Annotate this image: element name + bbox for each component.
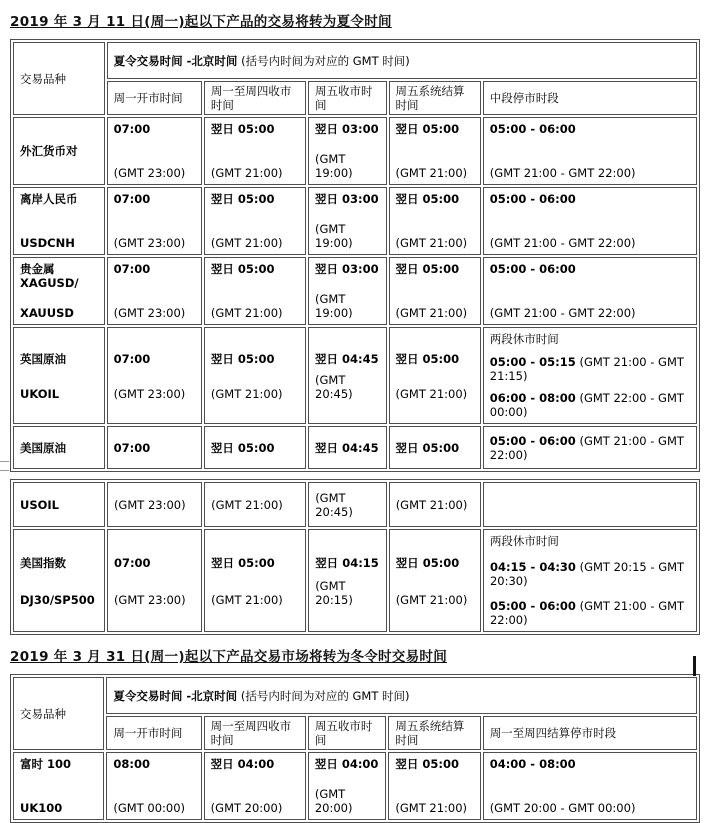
col-header-settle-fri: [389, 81, 481, 115]
settle-fri-cell: [389, 482, 481, 527]
halt-range-1: [490, 560, 690, 588]
halt-cell: [483, 752, 697, 820]
settle-fri-cell: [389, 426, 481, 469]
banner-text: [113, 689, 690, 703]
beijing-time: 翌日 05:00: [395, 262, 460, 276]
product-header-label: 交易品种: [20, 71, 66, 86]
beijing-time: 翌日 03:00: [315, 122, 379, 136]
table-split-marker-top: [0, 461, 9, 462]
halt-cell: [483, 187, 697, 255]
close-fri-cell: [308, 426, 387, 469]
product-code: UK100: [20, 801, 63, 815]
settle-fri-cell: [389, 257, 481, 325]
gmt-time: (GMT 20:15 - GMT 20:30): [489, 559, 685, 588]
banner-row: [13, 677, 697, 714]
gmt-time: (GMT 21:00): [210, 236, 283, 250]
col-header-open: [106, 716, 201, 750]
gmt-time: (GMT 22:00 - GMT 00:00): [489, 391, 684, 419]
product-cell: [13, 257, 105, 325]
product-code: DJ30/SP500: [20, 593, 95, 607]
col-header-close-fri: [308, 81, 387, 115]
row-precious-metals: [13, 257, 697, 325]
summer-schedule-table: [10, 39, 700, 472]
col-header-settle-fri: [388, 716, 480, 750]
beijing-time: 翌日 05:00: [210, 440, 275, 455]
product-cell: [13, 327, 105, 424]
beijing-time: 翌日 05:00: [210, 262, 275, 276]
close-mon-thu-cell: [204, 327, 306, 424]
gmt-time: (GMT 23:00): [113, 236, 186, 250]
product-code: USDCNH: [20, 236, 75, 250]
gmt-time: (GMT 23:00): [113, 497, 186, 512]
beijing-time: 05:00 - 06:00: [489, 262, 576, 276]
text-cursor-artifact: [693, 656, 696, 676]
col-header-mid-halt: [483, 81, 697, 115]
gmt-time: (GMT 21:00): [210, 166, 283, 180]
gmt-time: (GMT 21:00): [395, 497, 468, 512]
col-header-label: 周一开市时间: [113, 91, 183, 105]
settle-fri-cell: [389, 327, 481, 424]
beijing-time: 07:00: [113, 262, 151, 276]
gmt-time: (GMT 20:45): [315, 490, 353, 519]
beijing-time: 07:00: [113, 192, 151, 206]
heading-summer-time: 2019 年 3 月 11 日(周一)起以下产品的交易将转为夏令时间: [10, 14, 392, 30]
gmt-time: (GMT 23:00): [113, 166, 186, 180]
close-fri-cell: [308, 327, 387, 424]
row-usdcnh: [13, 187, 697, 255]
close-mon-thu-cell: [204, 482, 306, 527]
row-us-indices: [13, 529, 697, 632]
beijing-time: 翌日 05:00: [210, 192, 275, 206]
halt-cell-empty: [483, 482, 697, 527]
product-code: XAUUSD: [20, 306, 74, 320]
col-header-close-fri: [308, 716, 387, 750]
beijing-time: 05:00 - 06:00: [489, 599, 576, 613]
gmt-time: (GMT 20:15): [315, 579, 353, 607]
heading-winter-time: 2019 年 3 月 31 日(周一)起以下产品交易市场将转为冬令时交易时间: [10, 649, 447, 665]
product-cell: [13, 426, 105, 469]
product-column-header: [13, 677, 104, 750]
gmt-time: (GMT 19:00): [315, 152, 353, 180]
product-cell: [13, 529, 105, 632]
halt-cell: [483, 426, 697, 469]
close-mon-thu-cell: [204, 752, 306, 820]
banner-bold-text: 夏令交易时间 -北京时间: [113, 53, 238, 68]
beijing-time: 翌日 04:00: [210, 757, 275, 771]
beijing-time: 翌日 04:00: [314, 757, 379, 771]
settle-fri-cell: [388, 752, 480, 820]
product-header-label: 交易品种: [20, 706, 66, 721]
halt-cell: [483, 257, 697, 325]
table-split-marker-bottom: [0, 470, 9, 471]
open-cell: [106, 752, 201, 820]
open-cell: [107, 187, 202, 255]
beijing-time: 翌日 05:00: [210, 352, 275, 366]
gmt-time: (GMT 21:00): [395, 593, 468, 607]
beijing-time: 翌日 04:45: [315, 440, 379, 455]
product-name: 外汇货币对: [20, 144, 78, 158]
product-column-header: [13, 42, 105, 115]
gmt-time: (GMT 21:00): [395, 236, 468, 250]
gmt-time: (GMT 21:00): [395, 306, 468, 320]
halt-title: 两段休市时间: [489, 534, 559, 548]
halt-cell: [483, 327, 697, 424]
winter-schedule-table: [10, 674, 700, 823]
banner-cell: [106, 677, 697, 714]
close-mon-thu-cell: [204, 426, 306, 469]
gmt-time: (GMT 21:00): [210, 387, 283, 401]
product-name: 富时 100: [20, 757, 72, 771]
halt-title: 两段休市时间: [489, 332, 559, 346]
gmt-time: (GMT 20:45): [315, 373, 353, 401]
product-code: UKOIL: [20, 387, 60, 401]
settle-fri-cell: [389, 529, 481, 632]
product-name: 离岸人民币: [20, 192, 78, 206]
product-code: USOIL: [20, 497, 60, 512]
col-header-label: 周五收市时间: [315, 84, 373, 112]
row-fx-pairs: [13, 117, 697, 185]
close-mon-thu-cell: [204, 529, 306, 632]
close-mon-thu-cell: [204, 117, 306, 185]
gmt-time: (GMT 21:00): [395, 387, 468, 401]
banner-bold-text: 夏令交易时间 -北京时间: [113, 688, 238, 703]
beijing-time: 翌日 03:00: [315, 192, 379, 206]
col-header-label: 周五收市时间: [314, 719, 373, 747]
gmt-time: (GMT 20:00 - GMT 00:00): [489, 801, 636, 815]
product-cell: [13, 187, 105, 255]
beijing-time: 08:00: [113, 757, 151, 771]
beijing-time: 04:00 - 08:00: [489, 757, 576, 771]
close-fri-cell: [308, 117, 387, 185]
col-header-label: 中段停市时段: [489, 91, 559, 105]
beijing-time: 07:00: [113, 440, 151, 455]
halt-cell: [483, 117, 697, 185]
banner-normal-text: (括号内时间为对应的 GMT 时间): [237, 53, 410, 68]
col-header-settle-halt: [483, 716, 697, 750]
gmt-time: (GMT 21:00 - GMT 22:00): [489, 306, 636, 320]
halt-range: [490, 434, 690, 462]
column-header-row: [13, 716, 697, 750]
halt-range-2: [490, 391, 690, 419]
close-fri-cell: [308, 482, 387, 527]
banner-text: [114, 54, 690, 68]
beijing-time: 翌日 05:00: [395, 122, 460, 136]
gmt-time: (GMT 21:00 - GMT 22:00): [489, 166, 636, 180]
col-header-label: 周一至周四结算停市时段: [489, 726, 617, 740]
gmt-time: (GMT 23:00): [113, 306, 186, 320]
close-mon-thu-cell: [204, 257, 306, 325]
beijing-time: 04:15 - 04:30: [489, 559, 576, 574]
open-cell: [107, 257, 202, 325]
banner-row: [13, 42, 697, 79]
gmt-time: (GMT 00:00): [113, 801, 186, 815]
close-fri-cell: [308, 752, 387, 820]
close-mon-thu-cell: [204, 187, 306, 255]
row-ukoil: [13, 327, 697, 424]
beijing-time: 05:00 - 06:00: [489, 192, 576, 206]
gmt-time: (GMT 21:00): [395, 801, 468, 815]
product-name: 美国原油: [20, 440, 66, 455]
beijing-time: 06:00 - 08:00: [489, 391, 576, 405]
beijing-time: 05:00 - 06:00: [489, 122, 576, 136]
gmt-time: (GMT 21:00): [211, 593, 283, 607]
gmt-time: (GMT 23:00): [113, 593, 186, 607]
product-cell: [13, 117, 105, 185]
open-cell: [107, 117, 202, 185]
beijing-time: 07:00: [113, 122, 151, 136]
col-header-label: 周一至周四收市时间: [210, 719, 292, 747]
open-cell: [107, 529, 202, 632]
col-header-label: 周一至周四收市时间: [210, 84, 292, 112]
summer-schedule-table-continued: [10, 479, 700, 635]
gmt-time: (GMT 21:00 - GMT 22:00): [489, 599, 685, 627]
halt-range-2: [490, 599, 690, 627]
col-header-label: 周五系统结算时间: [395, 719, 465, 747]
row-ftse100: [13, 752, 697, 820]
gmt-time: (GMT 20:00): [210, 801, 283, 815]
gmt-time: (GMT 21:00 - GMT 22:00): [489, 433, 684, 462]
col-header-close-mon-thu: [204, 716, 306, 750]
settle-fri-cell: [389, 187, 481, 255]
beijing-time: 05:00 - 06:00: [489, 433, 576, 448]
col-header-close-mon-thu: [204, 81, 306, 115]
beijing-time: 07:00: [113, 556, 151, 570]
settle-fri-cell: [389, 117, 481, 185]
gmt-time: (GMT 21:00 - GMT 21:15): [489, 354, 684, 383]
col-header-label: 周五系统结算时间: [395, 84, 465, 112]
beijing-time: 翌日 05:00: [395, 352, 460, 366]
gmt-time: (GMT 19:00): [315, 222, 353, 250]
beijing-time: 翌日 05:00: [395, 440, 460, 455]
beijing-time: 翌日 04:15: [315, 556, 379, 570]
beijing-time: 05:00 - 05:15: [489, 354, 576, 369]
gmt-time: (GMT 23:00): [113, 387, 186, 401]
beijing-time: 07:00: [113, 352, 151, 366]
product-name: 美国指数: [20, 556, 66, 570]
close-fri-cell: [308, 187, 387, 255]
open-cell: [107, 426, 202, 469]
product-name: 英国原油: [20, 352, 66, 366]
gmt-time: (GMT 21:00): [210, 306, 283, 320]
beijing-time: 翌日 05:00: [395, 757, 459, 771]
product-cell: [13, 482, 105, 527]
gmt-time: (GMT 21:00): [211, 497, 283, 512]
page-split-gap: [10, 472, 700, 479]
col-header-open: [107, 81, 202, 115]
halt-range-1: [490, 355, 690, 383]
row-usoil-upper: [13, 426, 697, 469]
col-header-label: 周一开市时间: [113, 726, 183, 740]
beijing-time: 翌日 05:00: [211, 556, 275, 570]
beijing-time: 翌日 05:00: [210, 122, 275, 136]
gmt-time: (GMT 20:00): [314, 787, 353, 815]
beijing-time: 翌日 05:00: [395, 556, 460, 570]
beijing-time: 翌日 05:00: [395, 192, 460, 206]
column-header-row: [13, 81, 697, 115]
close-fri-cell: [308, 529, 387, 632]
banner-cell: [107, 42, 697, 79]
row-usoil-lower: [13, 482, 697, 527]
open-cell: [107, 482, 202, 527]
halt-cell: [483, 529, 697, 632]
beijing-time: 翌日 04:45: [315, 352, 379, 366]
beijing-time: 翌日 03:00: [315, 262, 379, 276]
banner-normal-text: (括号内时间为对应的 GMT 时间): [237, 688, 410, 703]
gmt-time: (GMT 19:00): [315, 292, 353, 320]
open-cell: [107, 327, 202, 424]
product-cell: [13, 752, 104, 820]
gmt-time: (GMT 21:00 - GMT 22:00): [489, 236, 636, 250]
product-name: 贵金属 XAGUSD/: [20, 262, 79, 290]
close-fri-cell: [308, 257, 387, 325]
gmt-time: (GMT 21:00): [395, 166, 468, 180]
